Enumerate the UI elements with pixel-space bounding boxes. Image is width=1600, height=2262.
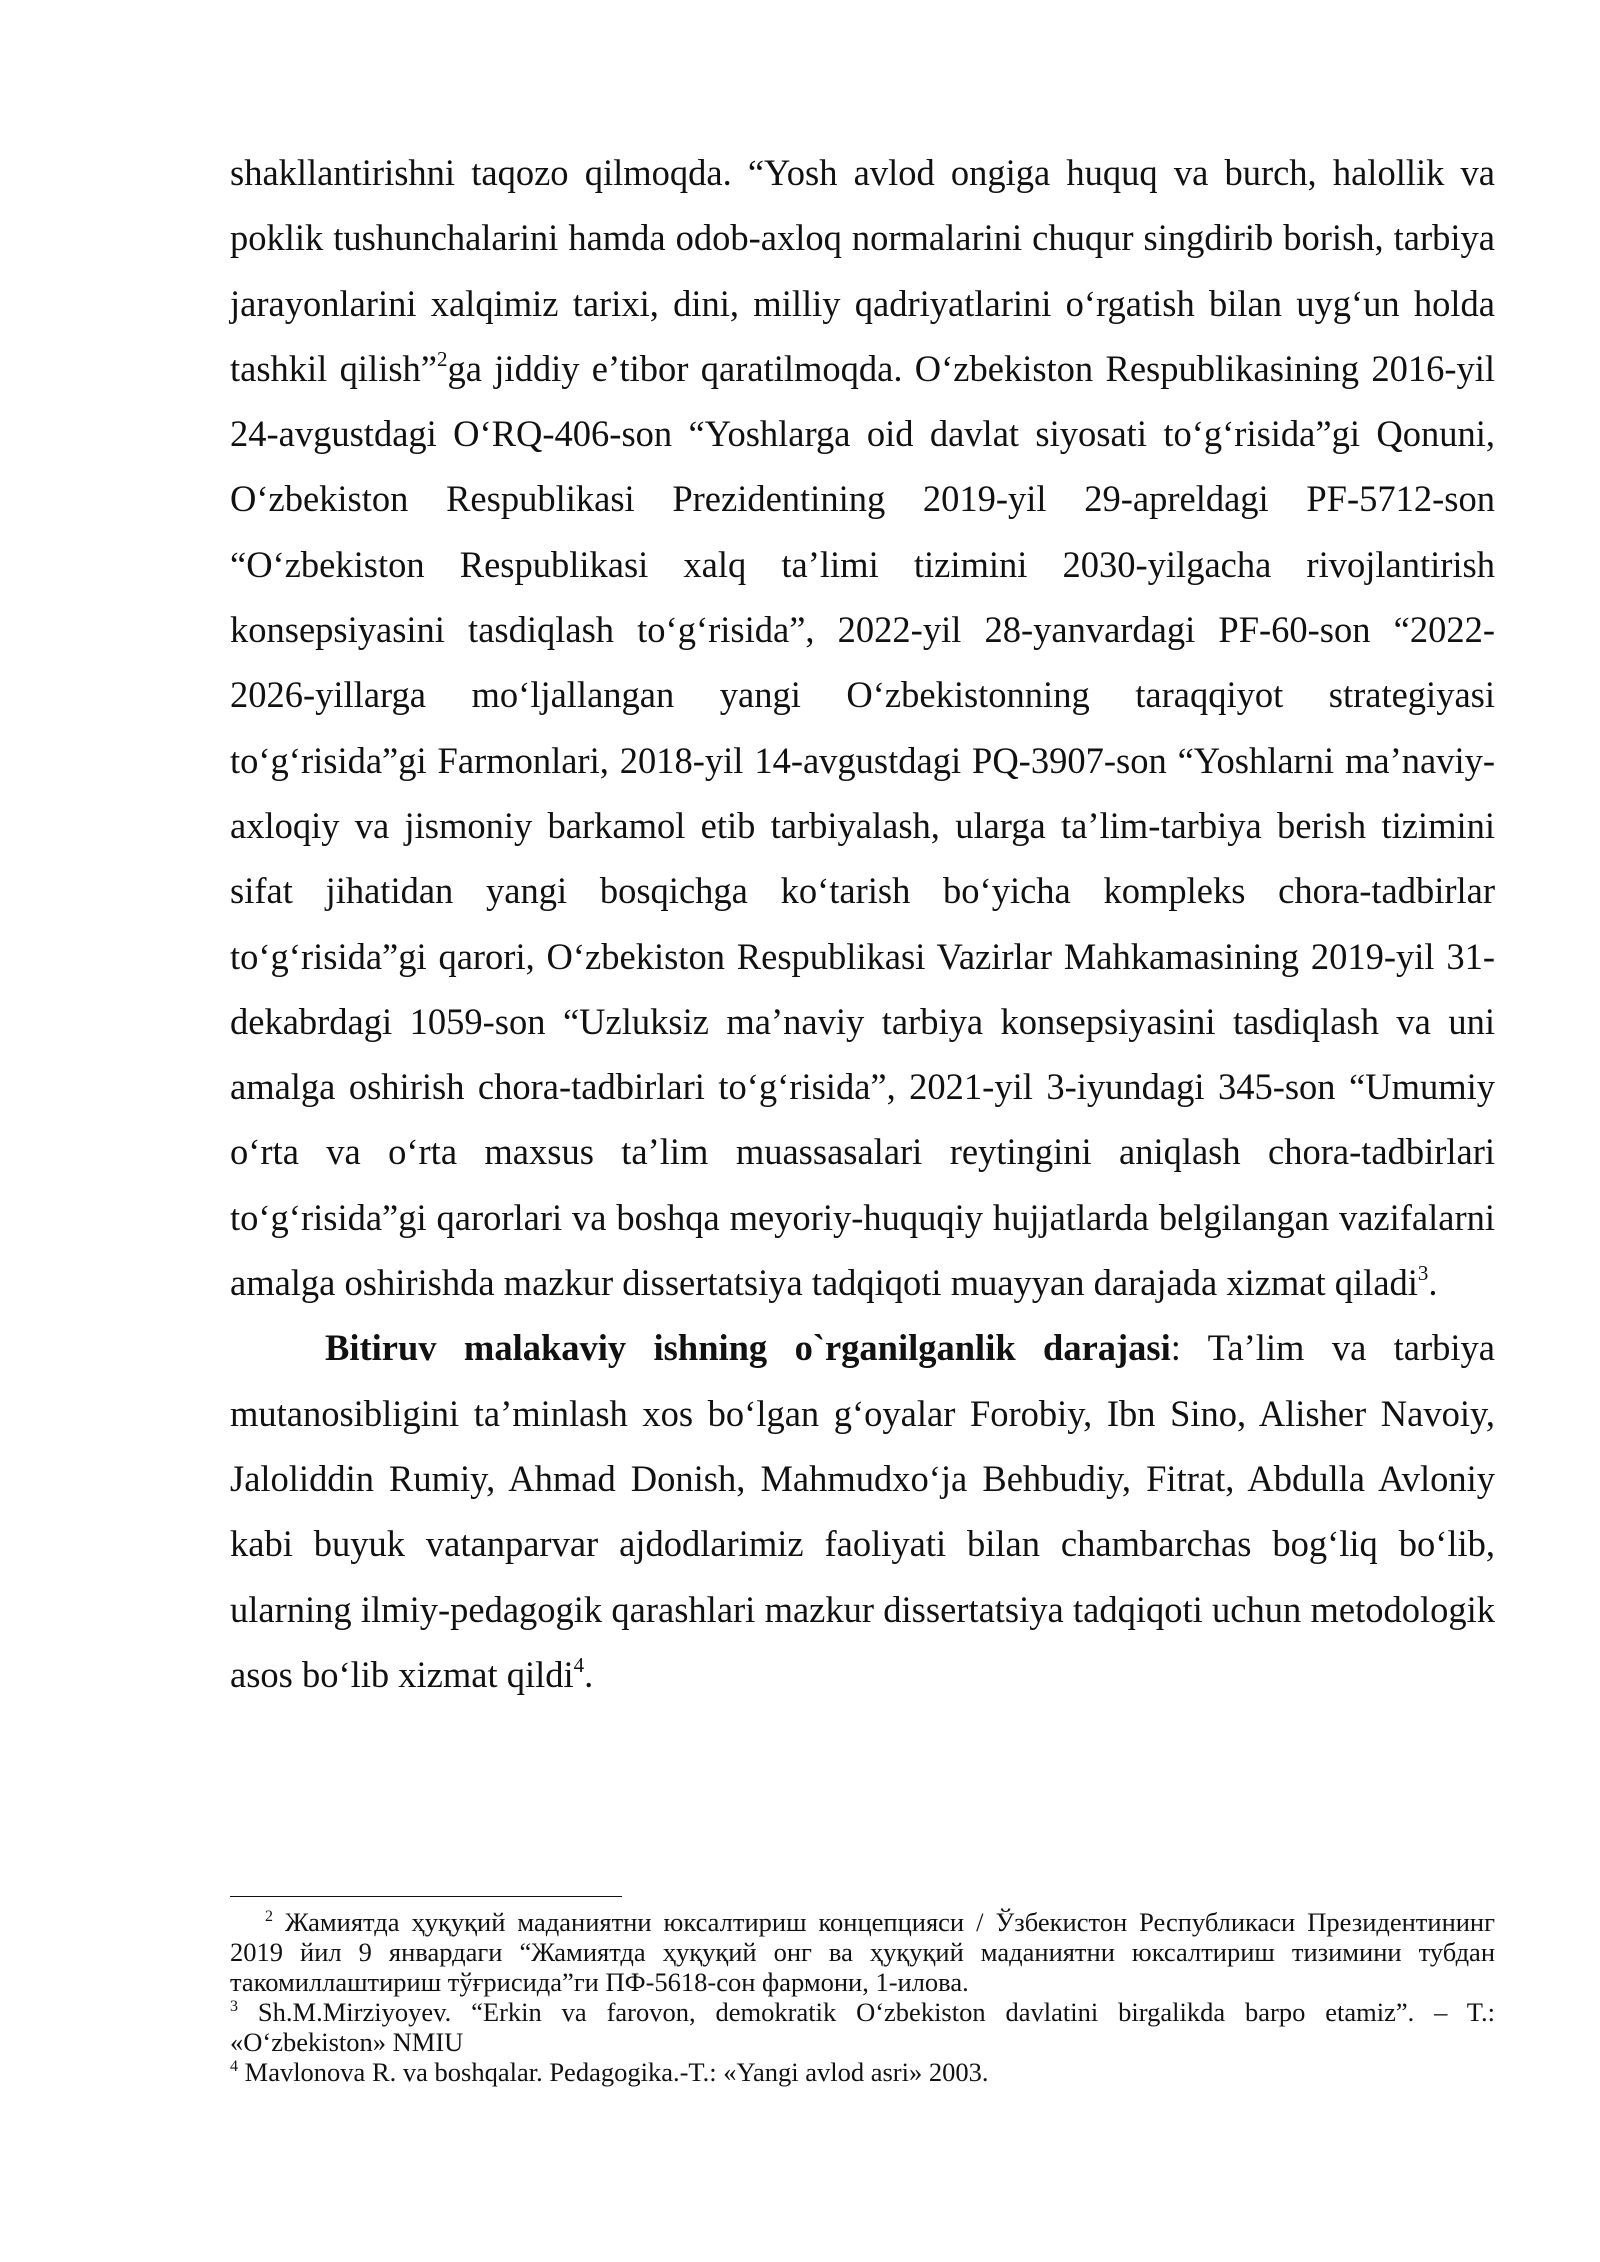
footnote-4: [230, 2057, 1495, 2087]
footnote-text: Жамиятда ҳуқуқий маданиятни юксалтириш концепцияси / Ўзбекистон Республикаси Президентининг 2019 йил 9 январдаги “Жамиятда ҳуқуқий онг ва ҳуқуқий маданиятни юксалтириш тизимини тубдан такомиллаштириш тўғрисида”ги ПФ-5618-сон фармони, 1-илова.: [230, 1907, 1495, 1997]
paragraph-text: .: [1428, 1262, 1438, 1304]
footnote-number: 2: [265, 1908, 273, 1925]
document-body: [230, 140, 1495, 1707]
paragraph-study-degree: [230, 1315, 1495, 1707]
paragraph-text: : Ta’lim va tarbiya mutanosibligini ta’minlash xos bo‘lgan g‘oyalar Forobiy, Ibn Sino, Alisher Navoiy, Jaloliddin Rumiy, Ahmad Donish, Mahmudxo‘ja Behbudiy, Fitrat, Abdulla Avloniy kabi buyuk vatanparvar ajdodlarimiz faoliyati bilan chambarchas bog‘liq bo‘lib, ularning ilmiy-pedagogik qarashlari mazkur dissertatsiya tadqiqoti uchun metodologik asos bo‘lib xizmat qildi: [230, 1327, 1495, 1695]
paragraph-legal-context: [230, 140, 1495, 1315]
footnote-3: [230, 1997, 1495, 2057]
footnote-2: [230, 1907, 1495, 1997]
footnotes-section: [230, 1896, 1495, 2087]
footnote-separator: [230, 1896, 622, 1897]
footnote-reference[interactable]: 3: [1417, 1261, 1429, 1286]
footnote-number: 4: [230, 2058, 238, 2075]
paragraph-text: .: [584, 1653, 594, 1695]
footnote-reference[interactable]: 2: [437, 346, 448, 371]
paragraph-text: ga jiddiy e’tibor qaratilmoqda. O‘zbekiston Respublikasining 2016-yil 24-avgustdagi O‘RQ-406-son “Yoshlarga oid davlat siyosati to‘g‘risida”gi Qonuni, O‘zbekiston Respublikasi Prezidentining 2019-yil 29-apreldagi PF-5712-son “O‘zbekiston Respublikasi xalq ta’limi tizimini 2030-yilgacha rivojlantirish konsepsiyasini tasdiqlash to‘g‘risida”, 2022-yil 28-yanvardagi PF-60-son “2022-2026-yillarga mo‘ljallangan yangi O‘zbekistonning taraqqiyot strategiyasi to‘g‘risida”gi Farmonlari, 2018-yil 14-avgustdagi PQ-3907-son “Yoshlarni ma’naviy-axloqiy va jismoniy barkamol etib tarbiyalash, ularga ta’lim-tarbiya berish tizimini sifat jihatidan yangi bosqichga ko‘tarish bo‘yicha kompleks chora-tadbirlar to‘g‘risida”gi qarori, O‘zbekiston Respublikasi Vazirlar Mahkamasining 2019-yil 31-dekabrdagi 1059-son “Uzluksiz ma’naviy tarbiya konsepsiyasini tasdiqlash va uni amalga oshirish chora-tadbirlari to‘g‘risida”, 2021-yil 3-iyundagi 345-son “Umumiy o‘rta va o‘rta maxsus ta’lim muassasalari reytingini aniqlash chora-tadbirlari to‘g‘risida”gi qarorlari va boshqa meyoriy-huquqiy hujjatlarda belgilangan vazifalarni amalga oshirishda mazkur dissertatsiya tadqiqoti muayyan darajada xizmat qiladi: [230, 347, 1496, 1304]
footnote-number: 3: [230, 1998, 238, 2015]
section-heading: Bitiruv malakaviy ishning o`rganilganlik darajasi: [325, 1327, 1171, 1369]
footnote-reference[interactable]: 4: [573, 1652, 585, 1677]
paragraph-text: shakllantirishni taqozo qilmoqda. “Yosh avlod ongiga huquq va burch, halollik va poklik tushunchalarini hamda odob-axloq normalarini chuqur singdirib borish, tarbiya jarayonlarini xalqimiz tarixi, dini, milliy qadriyatlarini o‘rgatish bilan uyg‘un holda tashkil qilish”: [230, 152, 1495, 389]
footnote-text: Mavlonova R. va boshqalar. Pedagogika.-T.: «Yangi avlod asri» 2003.: [238, 2057, 989, 2087]
footnote-text: Sh.M.Mirziyoyev. “Erkin va farovon, demokratik O‘zbekiston davlatini birgalikda barpo etamiz”. – T.: «O‘zbekiston» NMIU: [230, 1997, 1495, 2057]
